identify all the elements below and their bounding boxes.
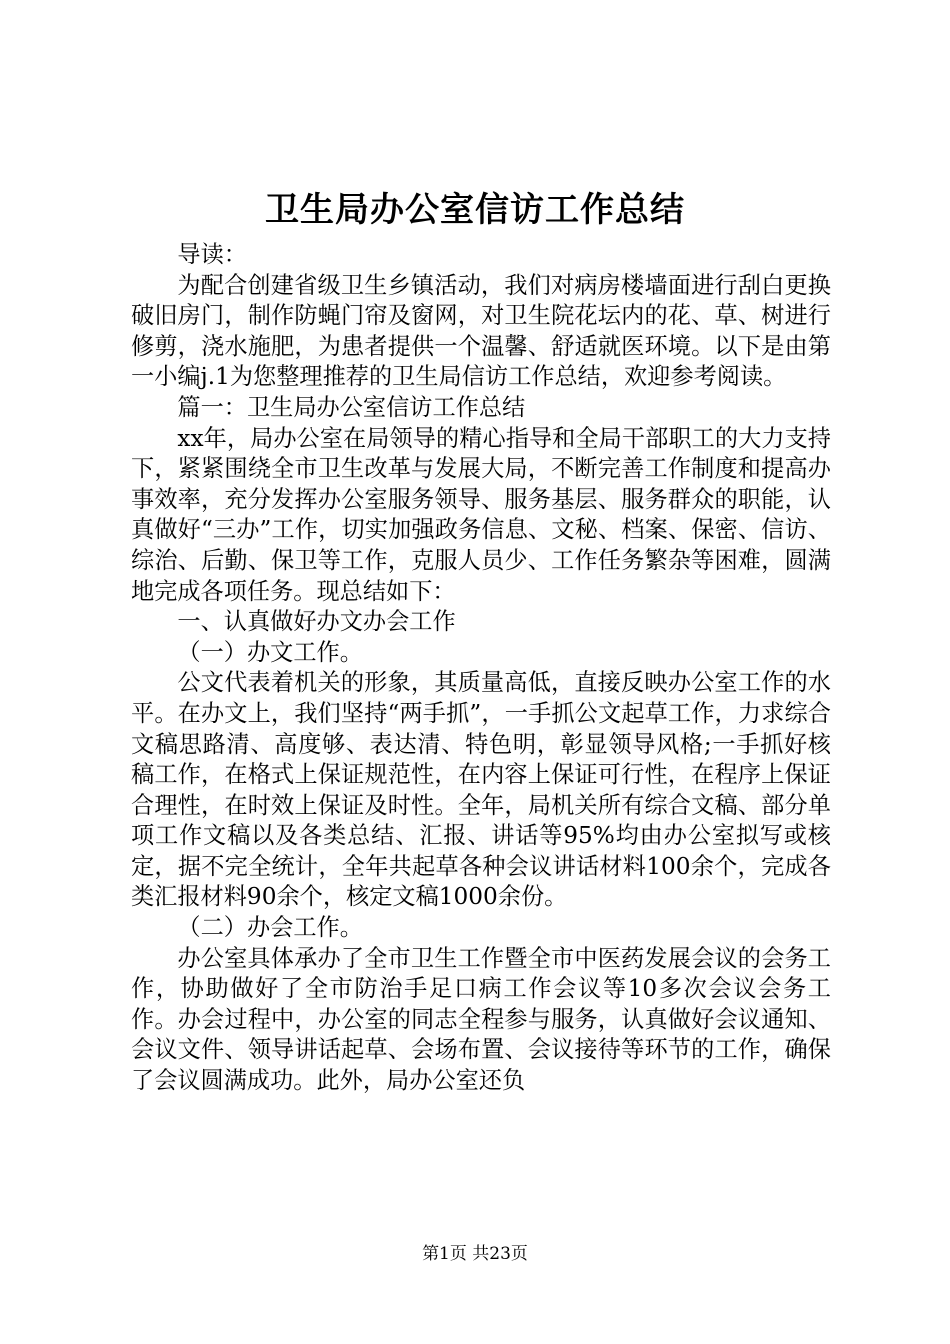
paragraph-heading-1: 一、认真做好办文办会工作 [177,608,456,636]
paragraph-subheading-1: （一）办文工作。 [177,638,363,666]
paragraph-subheading-2: （二）办会工作。 [177,914,363,942]
paragraph-intro: 为配合创建省级卫生乡镇活动，我们对病房楼墙面进行刮白更换破旧房门，制作防蝇门帘及窗网，对卫生院花坛内的花、草、树进行修剪，浇水施肥，为患者提供一个温馨、舒适就医环境。以下是由第一小编j.1为您整理推荐的卫生局信访工作总结，欢迎参考阅读。 [131,271,831,391]
paragraph-document-work: 公文代表着机关的形象，其质量高低，直接反映办公室工作的水平。在办文上，我们坚持“两手抓”，一手抓公文起草工作，力求综合文稿思路清、高度够、表达清、特色明，彰显领导风格;一手抓好核稿工作，在格式上保证规范性，在内容上保证可行性，在程序上保证合理性，在时效上保证及时性。全年，局机关所有综合文稿、部分单项工作文稿以及各类总结、汇报、讲话等95%均由办公室拟写或核定，据不完全统计，全年共起草各种会议讲话材料100余个，完成各类汇报材料90余个，核定文稿1000余份。 [131,669,831,911]
paragraph-intro-label: 导读： [177,241,247,268]
document-title: 卫生局办公室信访工作总结 [265,190,685,230]
page-footer: 第1页 共23页 [422,1244,528,1264]
paragraph-overview: xx年，局办公室在局领导的精心指导和全局干部职工的大力支持下，紧紧围绕全市卫生改革与发展大局，不断完善工作制度和提高办事效率，充分发挥办公室服务领导、服务基层、服务群众的职能，认真做好“三办”工作，切实加强政务信息、文秘、档案、保密、信访、综治、后勤、保卫等工作，克服人员少、工作任务繁杂等困难，圆满地完成各项任务。现总结如下： [131,424,831,605]
document-body [131,240,831,1097]
paragraph-section-heading: 篇一：卫生局办公室信访工作总结 [177,393,526,421]
paragraph-meeting-work: 办公室具体承办了全市卫生工作暨全市中医药发展会议的会务工作，协助做好了全市防治手足口病工作会议等10多次会议会务工作。办会过程中，办公室的同志全程参与服务，认真做好会议通知、会议文件、领导讲话起草、会场布置、会议接待等环节的工作，确保了会议圆满成功。此外，局办公室还负 [131,944,831,1095]
